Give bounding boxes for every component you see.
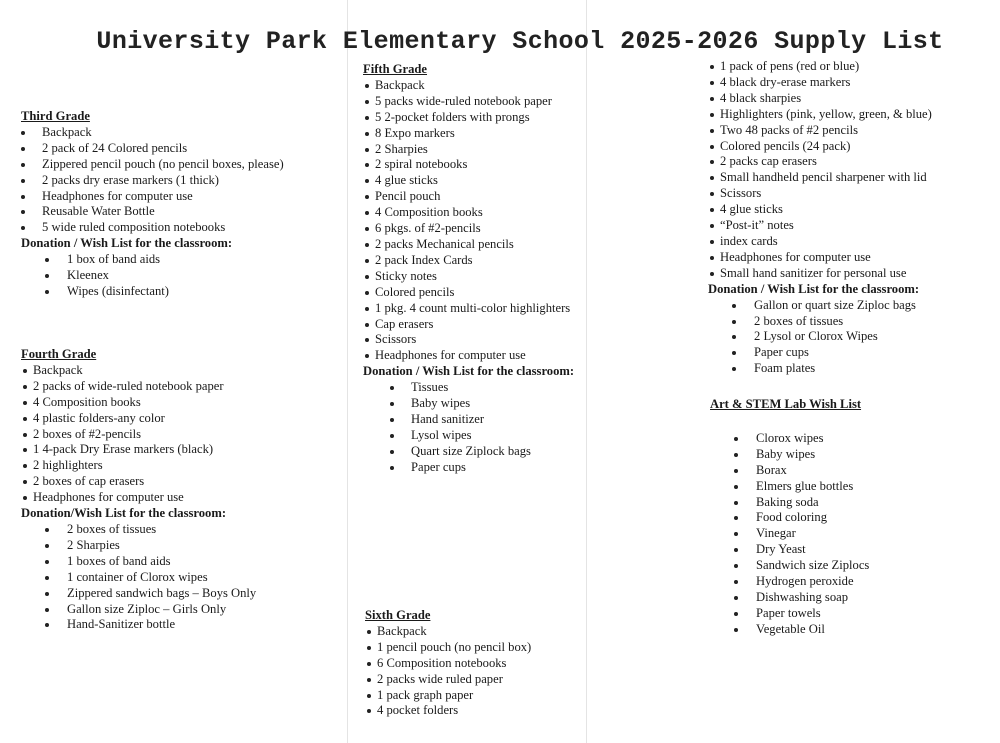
list-item: Kleenex [21, 268, 284, 284]
list-item: Headphones for computer use [21, 189, 284, 205]
fifth-grade-heading: Fifth Grade [363, 62, 428, 76]
list-item: 5 wide ruled composition notebooks [21, 220, 284, 236]
third-grade-section [21, 109, 284, 300]
list-item: Sticky notes [363, 269, 574, 285]
list-item: Colored pencils (24 pack) [708, 139, 932, 155]
fourth-grade-list [21, 363, 256, 506]
list-item: Scissors [363, 332, 574, 348]
list-item: 1 4-pack Dry Erase markers (black) [21, 442, 256, 458]
list-item: 2 packs dry erase markers (1 thick) [21, 173, 284, 189]
list-item: 4 black dry-erase markers [708, 75, 932, 91]
list-item: 2 boxes of #2-pencils [21, 427, 256, 443]
list-item: Scissors [708, 186, 932, 202]
list-item: Zippered sandwich bags – Boys Only [21, 586, 256, 602]
list-item: index cards [708, 234, 932, 250]
list-item: Vinegar [710, 526, 869, 542]
page-fold-left [347, 0, 348, 743]
list-item: 4 Composition books [21, 395, 256, 411]
third-grade-donation-heading: Donation / Wish List for the classroom: [21, 236, 233, 251]
right-column-section [708, 59, 932, 377]
list-item: Foam plates [708, 361, 932, 377]
list-item: 1 pack of pens (red or blue) [708, 59, 932, 75]
list-item: Zippered pencil pouch (no pencil boxes, please) [21, 157, 284, 173]
list-item: Clorox wipes [710, 431, 869, 447]
art-stem-section [710, 397, 869, 638]
page-fold-right [586, 0, 587, 743]
list-item: Gallon size Ziploc – Girls Only [21, 602, 256, 618]
list-item: Backpack [21, 125, 284, 141]
list-item: Paper cups [363, 460, 574, 476]
list-item: Small hand sanitizer for personal use [708, 266, 932, 282]
list-item: Headphones for computer use [21, 490, 256, 506]
list-item: Lysol wipes [363, 428, 574, 444]
list-item: 2 Sharpies [21, 538, 256, 554]
list-item: 2 boxes of tissues [21, 522, 256, 538]
list-item: Hand-Sanitizer bottle [21, 617, 256, 633]
list-item: Hydrogen peroxide [710, 574, 869, 590]
list-item: 2 packs wide ruled paper [365, 672, 531, 688]
list-item: 1 pencil pouch (no pencil box) [365, 640, 531, 656]
list-item: Hand sanitizer [363, 412, 574, 428]
list-item: 4 glue sticks [363, 173, 574, 189]
list-item: 6 pkgs. of #2-pencils [363, 221, 574, 237]
right-column-list [708, 59, 932, 282]
list-item: Paper towels [710, 606, 869, 622]
fifth-grade-list [363, 78, 574, 364]
fifth-grade-donation-list [363, 380, 574, 475]
list-item: 2 pack of 24 Colored pencils [21, 141, 284, 157]
list-item: 1 container of Clorox wipes [21, 570, 256, 586]
list-item: Pencil pouch [363, 189, 574, 205]
list-item: 2 Lysol or Clorox Wipes [708, 329, 932, 345]
list-item: Backpack [363, 78, 574, 94]
third-grade-list [21, 125, 284, 236]
list-item: Baby wipes [710, 447, 869, 463]
list-item: Cap erasers [363, 317, 574, 333]
list-item: Small handheld pencil sharpener with lid [708, 170, 932, 186]
list-item: Dry Yeast [710, 542, 869, 558]
fourth-grade-donation-heading: Donation/Wish List for the classroom: [21, 506, 227, 521]
sixth-grade-heading: Sixth Grade [365, 608, 431, 622]
list-item: 1 boxes of band aids [21, 554, 256, 570]
list-item: 2 boxes of tissues [708, 314, 932, 330]
list-item: 5 2-pocket folders with prongs [363, 110, 574, 126]
sixth-grade-list [365, 624, 531, 719]
list-item: 2 pack Index Cards [363, 253, 574, 269]
list-item: 8 Expo markers [363, 126, 574, 142]
list-item: Quart size Ziplock bags [363, 444, 574, 460]
list-item: Reusable Water Bottle [21, 204, 284, 220]
list-item: 2 Sharpies [363, 142, 574, 158]
list-item: “Post-it” notes [708, 218, 932, 234]
list-item: 4 pocket folders [365, 703, 531, 719]
list-item: Backpack [21, 363, 256, 379]
list-item: 4 glue sticks [708, 202, 932, 218]
list-item: 2 packs of wide-ruled notebook paper [21, 379, 256, 395]
list-item: 2 packs cap erasers [708, 154, 932, 170]
list-item: 2 boxes of cap erasers [21, 474, 256, 490]
fifth-grade-donation-heading: Donation / Wish List for the classroom: [363, 364, 575, 379]
third-grade-donation-list [21, 252, 284, 300]
fourth-grade-donation-list [21, 522, 256, 633]
list-item: Wipes (disinfectant) [21, 284, 284, 300]
list-item: 4 black sharpies [708, 91, 932, 107]
list-item: 5 packs wide-ruled notebook paper [363, 94, 574, 110]
list-item: Paper cups [708, 345, 932, 361]
list-item: Baby wipes [363, 396, 574, 412]
list-item: 2 spiral notebooks [363, 157, 574, 173]
list-item: Headphones for computer use [363, 348, 574, 364]
list-item: Highlighters (pink, yellow, green, & blue) [708, 107, 932, 123]
list-item: 6 Composition notebooks [365, 656, 531, 672]
list-item: 4 plastic folders-any color [21, 411, 256, 427]
list-item: Baking soda [710, 495, 869, 511]
art-stem-list [710, 431, 869, 638]
fourth-grade-heading: Fourth Grade [21, 347, 97, 361]
list-item: Backpack [365, 624, 531, 640]
right-column-donation-heading: Donation / Wish List for the classroom: [708, 281, 920, 296]
list-item: Vegetable Oil [710, 622, 869, 638]
list-item: Sandwich size Ziplocs [710, 558, 869, 574]
list-item: Borax [710, 463, 869, 479]
list-item: Headphones for computer use [708, 250, 932, 266]
list-item: 4 Composition books [363, 205, 574, 221]
list-item: Two 48 packs of #2 pencils [708, 123, 932, 139]
list-item: Gallon or quart size Ziploc bags [708, 298, 932, 314]
list-item: 2 highlighters [21, 458, 256, 474]
list-item: Dishwashing soap [710, 590, 869, 606]
art-stem-heading: Art & STEM Lab Wish List [710, 397, 862, 411]
list-item: Food coloring [710, 510, 869, 526]
sixth-grade-section [365, 608, 531, 719]
right-column-donation-list [708, 298, 932, 378]
fourth-grade-section [21, 347, 256, 633]
list-item: Elmers glue bottles [710, 479, 869, 495]
third-grade-heading: Third Grade [21, 109, 90, 123]
list-item: Tissues [363, 380, 574, 396]
list-item: 1 pkg. 4 count multi-color highlighters [363, 301, 574, 317]
list-item: 2 packs Mechanical pencils [363, 237, 574, 253]
list-item: 1 box of band aids [21, 252, 284, 268]
list-item: 1 pack graph paper [365, 688, 531, 704]
list-item: Colored pencils [363, 285, 574, 301]
document-title: University Park Elementary School 2025-2026 Supply List [96, 27, 944, 56]
fifth-grade-section [363, 62, 574, 476]
